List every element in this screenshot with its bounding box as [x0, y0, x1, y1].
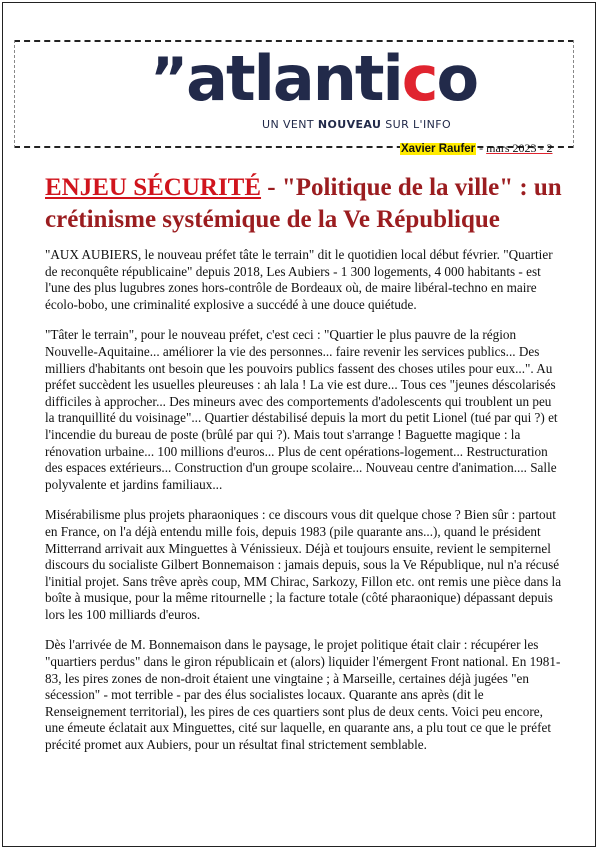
byline [400, 141, 552, 156]
logo-text-start: atlanti [186, 42, 402, 115]
logo-text-end: o [436, 42, 478, 115]
article-body [45, 247, 563, 768]
author-name: Xavier Raufer [401, 143, 476, 155]
logo-quote-mark: ” [150, 45, 187, 113]
article-headline: - "Politique de la ville" : un crétinisme systémique de la Ve République [45, 174, 562, 233]
atlantico-logo[interactable] [150, 42, 478, 115]
byline-separator: - [476, 141, 487, 155]
article-paragraph: "AUX AUBIERS, le nouveau préfet tâte le terrain" dit le quotidien local début février. "Quartier de reconquête républicaine" depuis 2018, Les Aubiers - 1 300 logements, 4 000 habitants - est l'une des plus lugubres zones hors-contrôle de Bordeaux où, de maire libéral-techno en maire écolo-bobo, une criminalité explosive a succédé à une douce quiétude. [45, 247, 553, 312]
article-kicker: ENJEU SÉCURITÉ [45, 174, 262, 201]
publication-date: mars 2023 - 2 [486, 141, 553, 155]
article-title [45, 172, 565, 236]
article-paragraph: Dès l'arrivée de M. Bonnemaison dans le paysage, le projet politique était clair : récupérer les "quartiers perdus" dans le giron républicain et (alors) liquider l'émergent Front national. En 1981-83, les pires zones de non-droit étaient une vingtaine ; à Marseille, certaines déjà jugées "en sécession" - mot terrible - par des élus socialistes locaux. Quarante ans après (dit le Renseignement territorial), les pires de ces quartiers sont plus de deux cents. Voici peu encore, une émeute éclatait aux Minguettes, cité sur laquelle, en quarante ans, a plu tout ce que le préfet précité promet aux Aubiers, pour un résultat final strictement semblable. [45, 637, 561, 753]
header-border-right [573, 40, 574, 148]
header-border-left [14, 40, 15, 148]
article-paragraph: "Tâter le terrain", pour le nouveau préfet, c'est ceci : "Quartier le plus pauvre de la région Nouvelle-Aquitaine... améliorer la vie des personnes... faire revenir les services publics... Des milliers d'habitants ont besoin que les pouvoirs publics fassent des choses utiles pour eux...". Au préfet succèdent les usuelles pleureuses : ah lala ! La vie est dure... Tous ces "jeunes déscolarisés difficiles à approcher... Des mineurs avec des comportements d'adolescents qui troublent un peu la tranquillité du voisinage"... Quartier déstabilisé depuis la mort du petit Lionel (tué par qui ?) et l'incendie du bureau de poste (brûlé par qui ?). Mais tout s'arrange ! Baguette magique : la rénovation urbaine... 100 millions d'euros... Plus de cent opérations-logement... Restructuration des espaces extérieurs... Construction d'un groupe scolaire... Nouveau centre d'animation.... Salle polyvalente et jardins familiaux... [45, 327, 558, 492]
logo-text-accent: c [401, 42, 437, 115]
logo-tagline: UN VENT NOUVEAU SUR L'INFO [262, 118, 452, 131]
article-paragraph: Misérabilisme plus projets pharaoniques : ce discours vous dit quelque chose ? Bien sûr : partout en France, on l'a déjà entendu mille fois, depuis 1983 (pile quarante ans...), quand le président Mitterrand arrivait aux Minguettes à Vénissieux. Déjà et toujours ensuite, revient le sempiternel discours du socialiste Gilbert Bonnemaison : jamais depuis, sous la Ve République, nul n'a récusé l'initial projet. Sans trêve après coup, MM Chirac, Sarkozy, Fillon etc. ont remis une pièce dans la boîte à musique, pour la même ritournelle ; la facture totale (côté pharaonique) dépassant depuis lors les 100 milliards d'euros. [45, 507, 562, 622]
